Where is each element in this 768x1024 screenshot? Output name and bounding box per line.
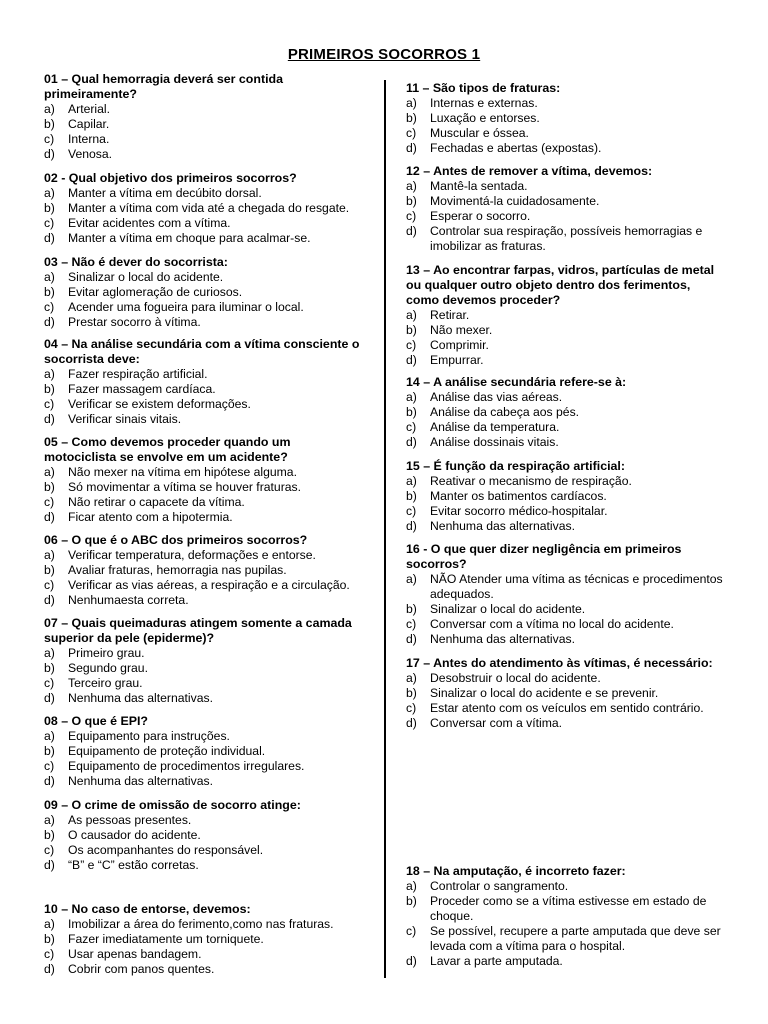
option-text: Movimentá-la cuidadosamente. <box>430 194 600 208</box>
option-letter: d) <box>406 954 417 968</box>
option-letter: b) <box>406 405 417 419</box>
question-block <box>44 255 366 330</box>
option-letter: d) <box>406 141 417 155</box>
option-text: Análise dossinais vitais. <box>430 435 559 449</box>
question-block <box>44 435 366 525</box>
option-letter: c) <box>44 132 55 146</box>
option-text: Fazer respiração artificial. <box>68 367 208 381</box>
option-letter: a) <box>44 729 55 743</box>
option-d <box>44 510 366 525</box>
option-d <box>44 147 366 162</box>
option-d <box>406 224 726 254</box>
option-text: Prestar socorro à vítima. <box>68 315 201 329</box>
option-text: Arterial. <box>68 102 110 116</box>
option-letter: a) <box>406 179 417 193</box>
option-letter: b) <box>406 111 417 125</box>
question-text: 08 – O que é EPI? <box>44 714 148 728</box>
option-c <box>406 617 726 632</box>
option-text: Equipamento para instruções. <box>68 729 230 743</box>
option-text: O causador do acidente. <box>68 828 201 842</box>
option-c <box>406 338 726 353</box>
option-letter: c) <box>406 209 417 223</box>
option-letter: d) <box>406 716 417 730</box>
option-letter: c) <box>44 578 55 592</box>
option-letter: c) <box>406 338 417 352</box>
question-block <box>44 337 366 427</box>
option-letter: b) <box>406 194 417 208</box>
option-letter: d) <box>44 510 55 524</box>
option-letter: a) <box>44 465 55 479</box>
question-text: 09 – O crime de omissão de socorro atinge: <box>44 798 301 812</box>
option-a <box>406 572 726 602</box>
option-d <box>406 632 726 647</box>
option-b <box>44 480 366 495</box>
option-text: Internas e externas. <box>430 96 538 110</box>
option-letter: d) <box>44 962 55 976</box>
option-letter: b) <box>406 602 417 616</box>
option-c <box>44 759 366 774</box>
option-b <box>406 323 726 338</box>
question-text: 17 – Antes do atendimento às vítimas, é necessário: <box>406 656 713 670</box>
option-text: Conversar com a vítima. <box>430 716 563 730</box>
option-letter: a) <box>406 474 417 488</box>
option-c <box>406 126 726 141</box>
option-text: Cobrir com panos quentes. <box>68 962 215 976</box>
column-divider <box>384 80 386 978</box>
option-letter: d) <box>44 231 55 245</box>
question-text: 02 - Qual objetivo dos primeiros socorros? <box>44 171 297 185</box>
option-letter: a) <box>44 367 55 381</box>
option-text: Nenhumaesta correta. <box>68 593 189 607</box>
option-letter: d) <box>44 412 55 426</box>
option-letter: b) <box>44 932 55 946</box>
option-text: Fazer imediatamente um torniquete. <box>68 932 264 946</box>
option-text: Comprimir. <box>430 338 489 352</box>
option-letter: a) <box>406 671 417 685</box>
question-text: 06 – O que é o ABC dos primeiros socorros? <box>44 533 308 547</box>
option-letter: d) <box>406 224 417 238</box>
option-b <box>44 932 366 947</box>
option-b <box>44 744 366 759</box>
option-text: Não mexer na vítima em hipótese alguma. <box>68 465 297 479</box>
option-letter: b) <box>406 489 417 503</box>
option-letter: c) <box>44 495 55 509</box>
option-text: Verificar se existem deformações. <box>68 397 251 411</box>
option-text: Mantê-la sentada. <box>430 179 528 193</box>
option-text: Reativar o mecanismo de respiração. <box>430 474 632 488</box>
option-letter: c) <box>406 617 417 631</box>
option-text: Empurrar. <box>430 353 484 367</box>
page-title: PRIMEIROS SOCORROS 1 <box>287 46 481 63</box>
question-block <box>406 81 726 156</box>
option-letter: b) <box>44 563 55 577</box>
question-text: 11 – São tipos de fraturas: <box>406 81 561 95</box>
option-b <box>406 602 726 617</box>
option-letter: b) <box>44 828 55 842</box>
option-letter: d) <box>44 774 55 788</box>
option-text: Terceiro grau. <box>68 676 143 690</box>
option-d <box>44 315 366 330</box>
question-text: 07 – Quais queimaduras atingem somente a camada superior da pele (epiderme)? <box>44 616 352 645</box>
option-letter: d) <box>44 147 55 161</box>
option-text: Evitar aglomeração de curiosos. <box>68 285 243 299</box>
option-a <box>44 270 366 285</box>
option-c <box>44 300 366 315</box>
option-text: Primeiro grau. <box>68 646 145 660</box>
option-text: Manter os batimentos cardíacos. <box>430 489 607 503</box>
question-block <box>44 714 366 789</box>
option-letter: c) <box>44 216 55 230</box>
question-text: 03 – Não é dever do socorrista: <box>44 255 228 269</box>
question-block <box>44 72 366 162</box>
option-d <box>44 593 366 608</box>
option-letter: a) <box>44 186 55 200</box>
option-d <box>406 353 726 368</box>
option-d <box>44 691 366 706</box>
question-block <box>44 902 366 977</box>
option-c <box>44 216 366 231</box>
option-c <box>406 504 726 519</box>
question-text: 18 – Na amputação, é incorreto fazer: <box>406 864 626 878</box>
option-text: Nenhuma das alternativas. <box>430 519 575 533</box>
option-d <box>406 716 726 731</box>
option-text: Sinalizar o local do acidente e se prevenir. <box>430 686 659 700</box>
option-letter: a) <box>44 270 55 284</box>
option-letter: b) <box>406 323 417 337</box>
option-d <box>406 519 726 534</box>
option-text: Não mexer. <box>430 323 493 337</box>
option-c <box>44 495 366 510</box>
option-text: Acender uma fogueira para iluminar o local. <box>68 300 304 314</box>
option-text: Análise da temperatura. <box>430 420 560 434</box>
option-letter: a) <box>44 548 55 562</box>
option-text: Nenhuma das alternativas. <box>68 691 213 705</box>
option-letter: d) <box>406 519 417 533</box>
option-b <box>406 686 726 701</box>
option-letter: c) <box>44 676 55 690</box>
option-text: Segundo grau. <box>68 661 148 675</box>
option-d <box>44 858 366 873</box>
option-text: Imobilizar a área do ferimento,como nas fraturas. <box>68 917 334 931</box>
option-text: Verificar as vias aéreas, a respiração e a circulação. <box>68 578 350 592</box>
option-d <box>406 141 726 156</box>
option-c <box>44 578 366 593</box>
option-text: Fechadas e abertas (expostas). <box>430 141 602 155</box>
option-text: Nenhuma das alternativas. <box>68 774 213 788</box>
question-block <box>406 263 726 368</box>
option-letter: b) <box>406 894 417 908</box>
option-text: Não retirar o capacete da vítima. <box>68 495 245 509</box>
option-text: Retirar. <box>430 308 470 322</box>
option-letter: b) <box>44 480 55 494</box>
option-b <box>44 285 366 300</box>
option-a <box>44 102 366 117</box>
option-letter: b) <box>44 285 55 299</box>
option-letter: d) <box>406 435 417 449</box>
option-a <box>44 186 366 201</box>
question-block <box>44 798 366 873</box>
option-b <box>406 111 726 126</box>
option-text: Só movimentar a vítima se houver fraturas. <box>68 480 302 494</box>
question-block <box>406 459 726 534</box>
option-b <box>44 563 366 578</box>
option-letter: c) <box>44 759 55 773</box>
option-text: Os acompanhantes do responsável. <box>68 843 264 857</box>
option-a <box>406 96 726 111</box>
option-letter: a) <box>44 917 55 931</box>
option-letter: a) <box>406 308 417 322</box>
question-text: 04 – Na análise secundária com a vítima consciente o socorrista deve: <box>44 337 360 366</box>
question-text: 01 – Qual hemorragia deverá ser contida primeiramente? <box>44 72 283 101</box>
option-text: Desobstruir o local do acidente. <box>430 671 601 685</box>
option-d <box>44 962 366 977</box>
option-text: Se possível, recupere a parte amputada que deve ser levada com a vítima para o hospital. <box>430 924 721 953</box>
option-d <box>44 412 366 427</box>
option-letter: c) <box>406 126 417 140</box>
option-letter: b) <box>44 661 55 675</box>
option-text: NÃO Atender uma vítima as técnicas e procedimentos adequados. <box>430 572 723 601</box>
option-a <box>406 879 726 894</box>
option-c <box>406 420 726 435</box>
option-a <box>44 729 366 744</box>
option-letter: c) <box>44 397 55 411</box>
option-text: Equipamento de procedimentos irregulares. <box>68 759 305 773</box>
option-a <box>406 474 726 489</box>
option-letter: a) <box>44 102 55 116</box>
option-text: Lavar a parte amputada. <box>430 954 563 968</box>
option-c <box>44 397 366 412</box>
option-b <box>44 382 366 397</box>
option-letter: d) <box>406 632 417 646</box>
option-a <box>406 390 726 405</box>
question-block <box>406 542 726 647</box>
option-text: Manter a vítima com vida até a chegada do resgate. <box>68 201 350 215</box>
question-text: 10 – No caso de entorse, devemos: <box>44 902 251 916</box>
option-b <box>406 194 726 209</box>
option-text: Avaliar fraturas, hemorragia nas pupilas. <box>68 563 287 577</box>
question-block <box>406 164 726 254</box>
option-b <box>406 489 726 504</box>
option-a <box>44 917 366 932</box>
option-text: Muscular e óssea. <box>430 126 529 140</box>
question-block <box>44 533 366 608</box>
option-letter: d) <box>406 353 417 367</box>
option-letter: c) <box>406 924 417 938</box>
question-block <box>44 616 366 706</box>
option-letter: b) <box>44 201 55 215</box>
option-a <box>44 646 366 661</box>
option-letter: c) <box>44 843 55 857</box>
option-text: Proceder como se a vítima estivesse em estado de choque. <box>430 894 707 923</box>
question-text: 12 – Antes de remover a vítima, devemos: <box>406 164 653 178</box>
option-a <box>406 179 726 194</box>
option-letter: d) <box>44 858 55 872</box>
option-text: Controlar o sangramento. <box>430 879 569 893</box>
option-a <box>44 465 366 480</box>
option-text: Venosa. <box>68 147 113 161</box>
option-d <box>406 954 726 969</box>
option-letter: b) <box>44 744 55 758</box>
option-d <box>44 231 366 246</box>
option-d <box>44 774 366 789</box>
option-letter: a) <box>406 572 417 586</box>
option-letter: c) <box>406 701 417 715</box>
option-c <box>406 701 726 716</box>
option-a <box>44 548 366 563</box>
option-text: Sinalizar o local do acidente. <box>68 270 224 284</box>
option-letter: b) <box>44 117 55 131</box>
option-c <box>44 132 366 147</box>
option-letter: b) <box>44 382 55 396</box>
option-a <box>406 308 726 323</box>
question-block <box>44 171 366 246</box>
option-b <box>44 201 366 216</box>
option-text: Manter a vítima em decúbito dorsal. <box>68 186 262 200</box>
option-c <box>44 676 366 691</box>
option-text: “B” e “C” estão corretas. <box>68 858 199 872</box>
option-text: Conversar com a vítima no local do acidente. <box>430 617 674 631</box>
option-letter: a) <box>44 646 55 660</box>
option-letter: c) <box>406 504 417 518</box>
option-b <box>44 828 366 843</box>
option-text: Fazer massagem cardíaca. <box>68 382 216 396</box>
question-text: 13 – Ao encontrar farpas, vidros, partículas de metal ou qualquer outro objeto dentro dos ferimentos, como devemos proceder? <box>406 263 715 307</box>
option-c <box>406 924 726 954</box>
option-text: Equipamento de proteção individual. <box>68 744 266 758</box>
option-c <box>406 209 726 224</box>
option-letter: c) <box>406 420 417 434</box>
option-letter: c) <box>44 947 55 961</box>
option-text: Nenhuma das alternativas. <box>430 632 575 646</box>
option-text: Análise da cabeça aos pés. <box>430 405 580 419</box>
option-text: Capilar. <box>68 117 110 131</box>
option-letter: a) <box>406 390 417 404</box>
option-b <box>406 894 726 924</box>
option-text: Estar atento com os veículos em sentido contrário. <box>430 701 704 715</box>
option-a <box>406 671 726 686</box>
option-letter: a) <box>406 879 417 893</box>
option-text: Evitar socorro médico-hospitalar. <box>430 504 608 518</box>
option-letter: d) <box>44 315 55 329</box>
question-text: 14 – A análise secundária refere-se à: <box>406 375 627 389</box>
question-block <box>406 656 726 731</box>
option-a <box>44 813 366 828</box>
option-letter: c) <box>44 300 55 314</box>
question-text: 15 – É função da respiração artificial: <box>406 459 625 473</box>
option-text: Interna. <box>68 132 110 146</box>
question-block <box>406 864 726 969</box>
option-letter: b) <box>406 686 417 700</box>
option-text: Luxação e entorses. <box>430 111 540 125</box>
option-text: Análise das vias aéreas. <box>430 390 563 404</box>
option-text: Sinalizar o local do acidente. <box>430 602 586 616</box>
option-text: Manter a vítima em choque para acalmar-se. <box>68 231 311 245</box>
option-b <box>406 405 726 420</box>
option-c <box>44 947 366 962</box>
option-letter: d) <box>44 593 55 607</box>
option-letter: a) <box>406 96 417 110</box>
option-d <box>406 435 726 450</box>
question-block <box>406 375 726 450</box>
option-text: Evitar acidentes com a vítima. <box>68 216 231 230</box>
option-b <box>44 661 366 676</box>
option-letter: d) <box>44 691 55 705</box>
option-letter: a) <box>44 813 55 827</box>
option-text: Ficar atento com a hipotermia. <box>68 510 233 524</box>
question-text: 05 – Como devemos proceder quando um motociclista se envolve em um acidente? <box>44 435 291 464</box>
option-text: As pessoas presentes. <box>68 813 192 827</box>
option-a <box>44 367 366 382</box>
option-text: Verificar sinais vitais. <box>68 412 182 426</box>
option-c <box>44 843 366 858</box>
option-text: Controlar sua respiração, possíveis hemorragias e imobilizar as fraturas. <box>430 224 703 253</box>
option-b <box>44 117 366 132</box>
option-text: Esperar o socorro. <box>430 209 531 223</box>
question-text: 16 - O que quer dizer negligência em primeiros socorros? <box>406 542 682 571</box>
option-text: Verificar temperatura, deformações e entorse. <box>68 548 316 562</box>
option-text: Usar apenas bandagem. <box>68 947 202 961</box>
